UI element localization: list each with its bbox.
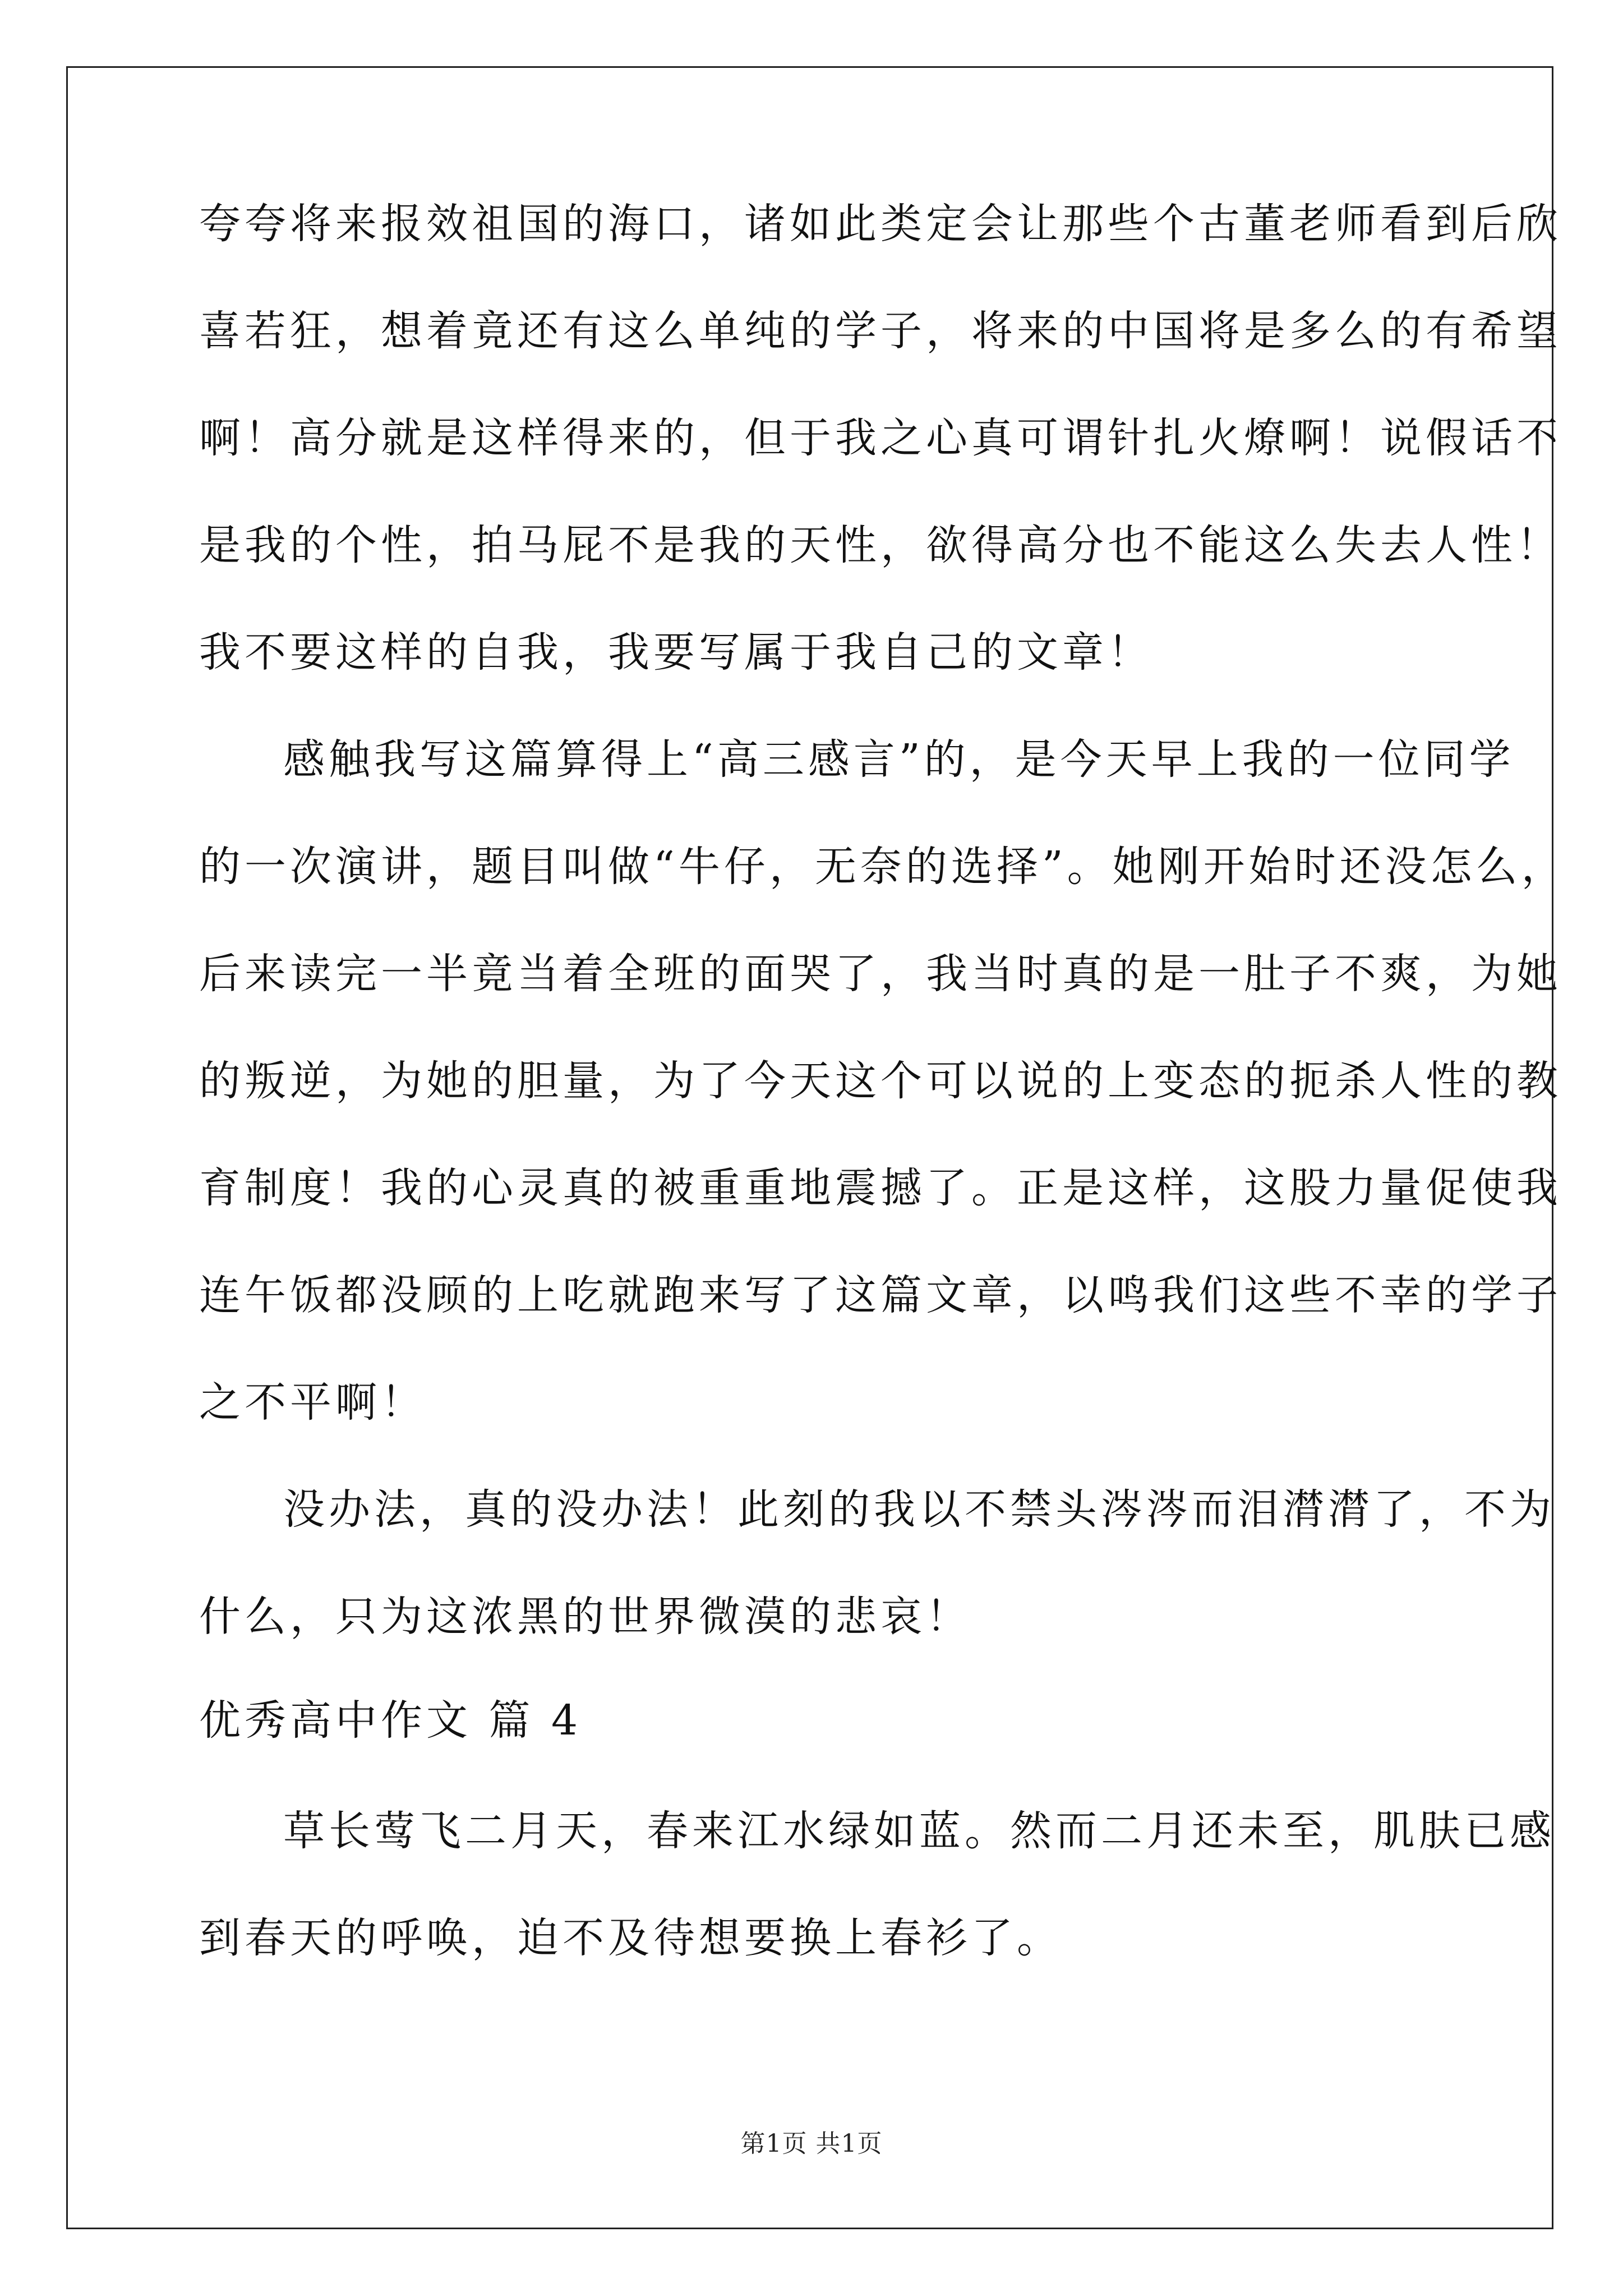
text-line: 没办法，真的没办法！此刻的我以不禁头涔涔而泪潸潸了，不为 — [283, 1485, 1555, 1534]
text-line: 后来读完一半竟当着全班的面哭了，我当时真的是一肚子不爽，为她 — [199, 950, 1562, 998]
section-heading: 优秀高中作文 篇 4 — [199, 1696, 582, 1745]
text-line: 育制度！我的心灵真的被重重地震撼了。正是这样，这股力量促使我 — [199, 1164, 1562, 1212]
text-line: 什么，只为这浓黑的世界微漠的悲哀！ — [199, 1593, 971, 1641]
text-line: 连午饭都没顾的上吃就跑来写了这篇文章，以鸣我们这些不幸的学子 — [199, 1271, 1562, 1319]
text-line: 之不平啊！ — [199, 1378, 426, 1427]
page-border — [66, 66, 1553, 2229]
text-line: 的一次演讲，题目叫做“牛仔，无奈的选择”。她刚开始时还没怎么， — [199, 843, 1567, 891]
text-line: 草长莺飞二月天，春来江水绿如蓝。然而二月还未至，肌肤已感 — [283, 1807, 1555, 1855]
text-line: 喜若狂，想着竟还有这么单纯的学子，将来的中国将是多么的有希望 — [199, 307, 1562, 355]
text-line: 感触我写这篇算得上“高三感言”的，是今天早上我的一位同学 — [283, 735, 1515, 784]
text-line: 啊！高分就是这样得来的，但于我之心真可谓针扎火燎啊！说假话不 — [199, 414, 1562, 462]
text-line: 是我的个性，拍马屁不是我的天性，欲得高分也不能这么失去人性！ — [199, 521, 1562, 569]
text-line: 夸夸将来报效祖国的海口，诸如此类定会让那些个古董老师看到后欣 — [199, 200, 1562, 248]
page-footer: 第1页 共1页 — [740, 2129, 883, 2158]
text-line: 的叛逆，为她的胆量，为了今天这个可以说的上变态的扼杀人性的教 — [199, 1057, 1562, 1105]
text-line: 到春天的呼唤，迫不及待想要换上春衫了。 — [199, 1914, 1062, 1962]
text-line: 我不要这样的自我，我要写属于我自己的文章！ — [199, 628, 1153, 677]
